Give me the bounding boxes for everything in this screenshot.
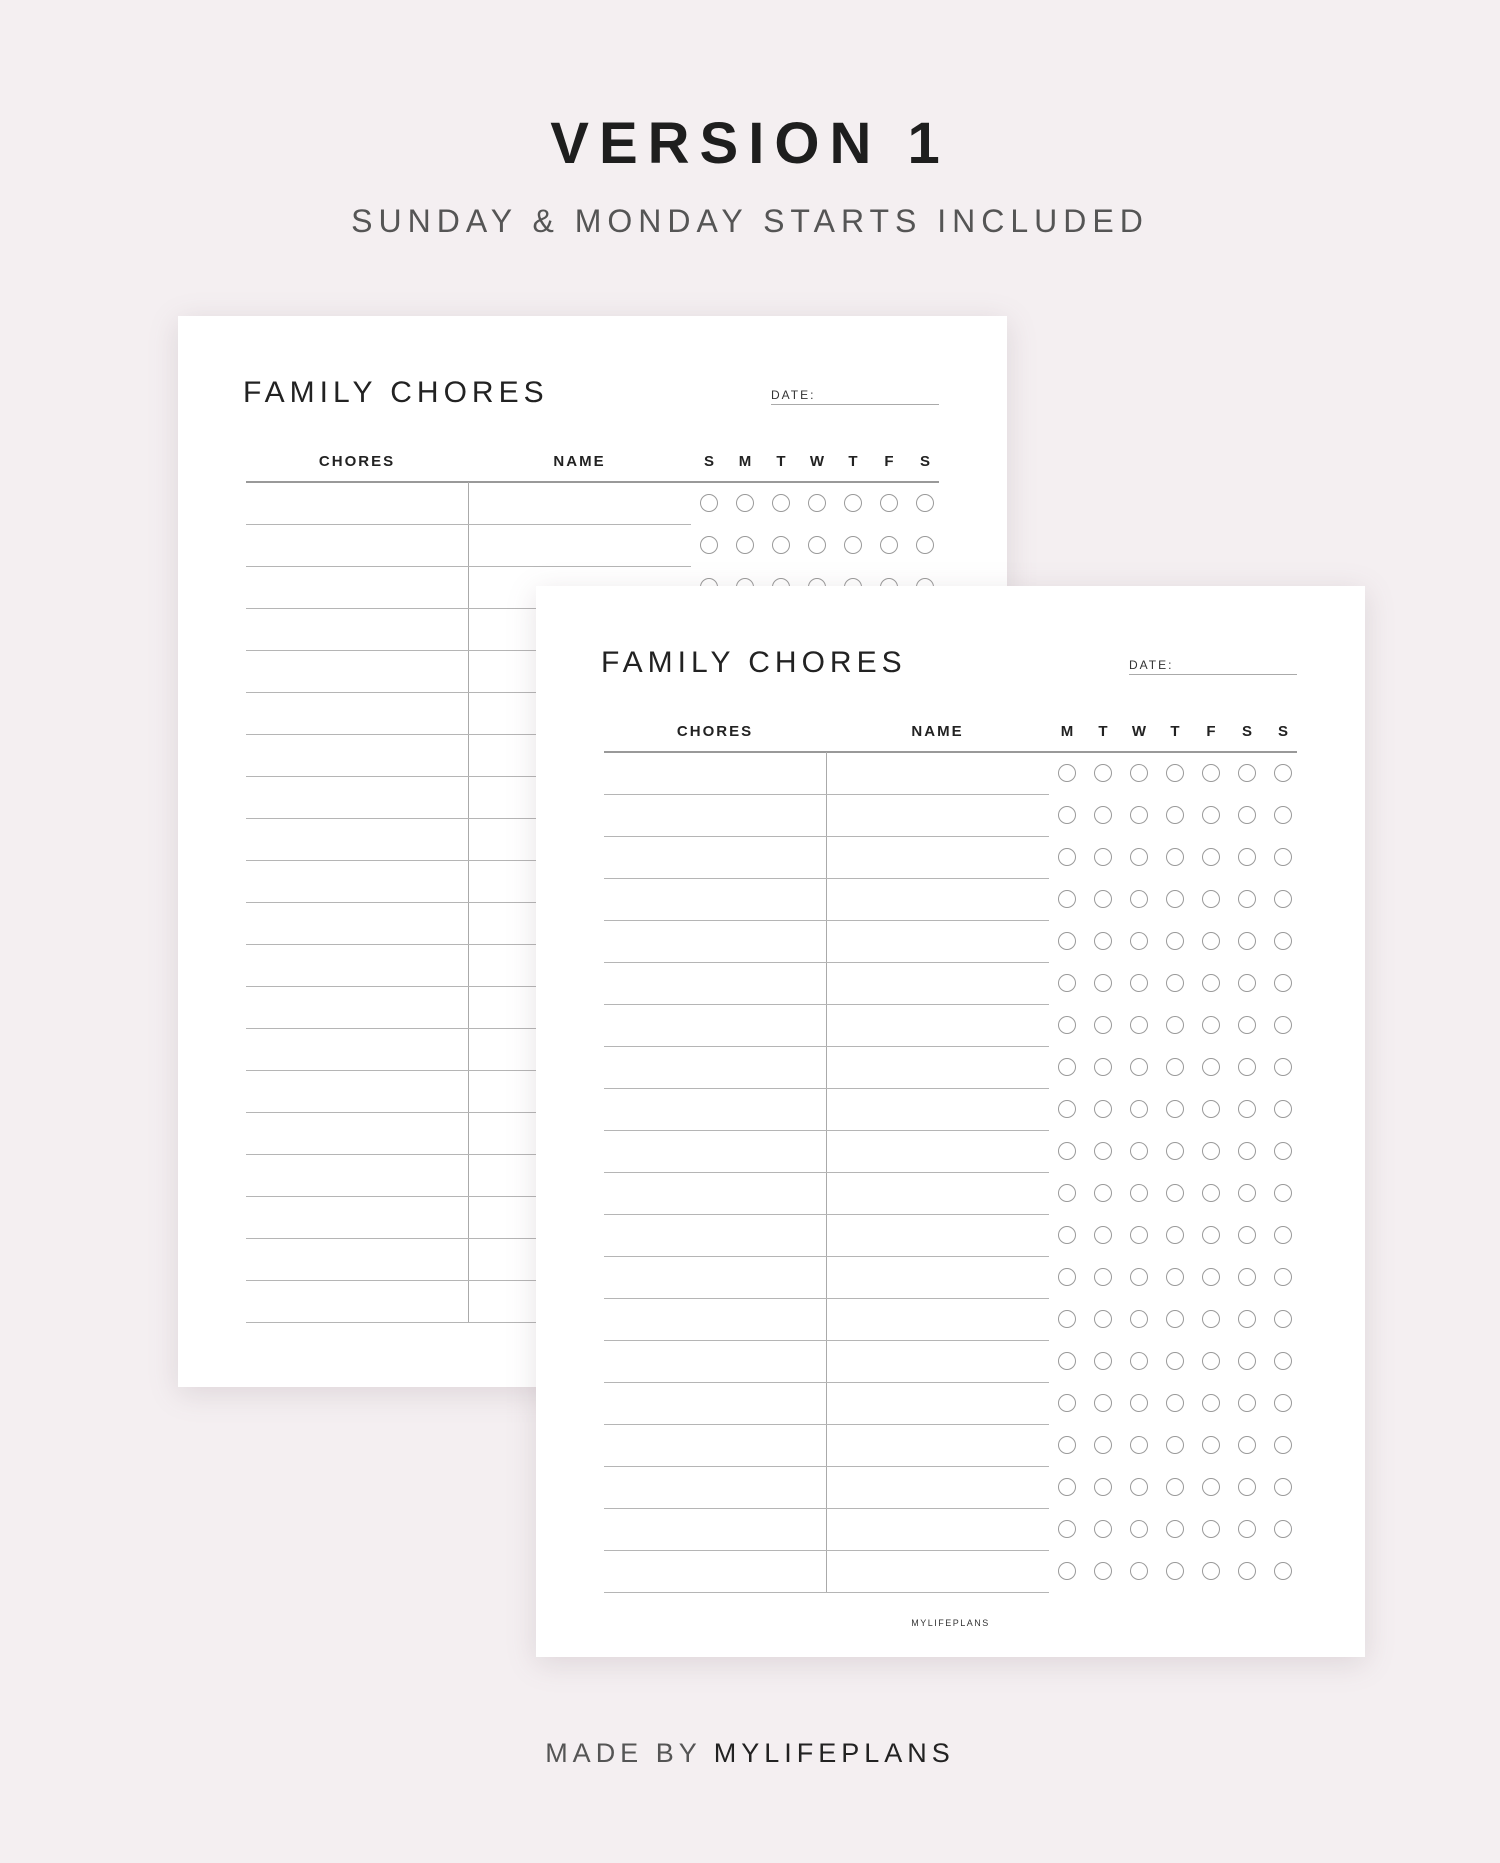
day-checkbox <box>1274 1520 1292 1538</box>
day-checkbox <box>1274 1184 1292 1202</box>
day-checkbox <box>1238 1100 1256 1118</box>
day-checkbox <box>1202 1394 1220 1412</box>
day-checkbox <box>1094 1142 1112 1160</box>
row-line <box>604 1592 1049 1593</box>
day-checkbox <box>1202 1352 1220 1370</box>
row-line <box>604 878 1049 879</box>
day-checkbox <box>1130 848 1148 866</box>
day-checkbox <box>1274 1142 1292 1160</box>
day-checkbox <box>1058 1058 1076 1076</box>
day-checkbox <box>1238 1142 1256 1160</box>
row-line <box>604 1340 1049 1341</box>
day-checkbox <box>1274 1352 1292 1370</box>
day-checkbox <box>1130 1520 1148 1538</box>
row-line <box>604 1004 1049 1005</box>
day-header: T <box>1098 723 1108 740</box>
day-checkbox <box>1058 932 1076 950</box>
day-checkbox <box>1094 1520 1112 1538</box>
day-checkbox <box>1130 1268 1148 1286</box>
day-checkbox <box>1202 1100 1220 1118</box>
day-checkbox <box>1238 1394 1256 1412</box>
day-checkbox <box>1130 932 1148 950</box>
header-rule <box>246 481 939 483</box>
date-label: DATE: <box>1129 658 1174 672</box>
day-checkbox <box>1202 1184 1220 1202</box>
day-checkbox <box>1058 1100 1076 1118</box>
day-checkbox <box>1202 1268 1220 1286</box>
day-checkbox <box>1202 932 1220 950</box>
chore-sheet-monday-start <box>536 586 1365 1657</box>
day-checkbox <box>1058 890 1076 908</box>
day-checkbox <box>736 494 754 512</box>
day-checkbox <box>916 494 934 512</box>
day-checkbox <box>1166 1520 1184 1538</box>
date-field-line <box>771 404 939 405</box>
day-checkbox <box>1274 890 1292 908</box>
day-checkbox <box>1166 1142 1184 1160</box>
day-checkbox <box>1094 1226 1112 1244</box>
day-checkbox <box>1238 1520 1256 1538</box>
column-header-chores: CHORES <box>676 723 754 740</box>
day-checkbox <box>1202 764 1220 782</box>
day-checkbox <box>1202 848 1220 866</box>
day-header: S <box>1241 723 1252 740</box>
sheet-title: FAMILY CHORES <box>243 376 549 409</box>
day-checkbox <box>808 494 826 512</box>
row-line <box>604 1550 1049 1551</box>
day-checkbox <box>1094 1352 1112 1370</box>
day-checkbox <box>1274 1436 1292 1454</box>
day-checkbox <box>808 536 826 554</box>
row-line <box>604 962 1049 963</box>
day-checkbox <box>1238 932 1256 950</box>
column-header-chores: CHORES <box>318 453 396 470</box>
page-title: VERSION 1 <box>550 111 950 176</box>
day-checkbox <box>1058 1226 1076 1244</box>
day-header: T <box>776 453 786 470</box>
day-checkbox <box>772 536 790 554</box>
day-checkbox <box>1202 1520 1220 1538</box>
day-checkbox <box>1130 974 1148 992</box>
day-checkbox <box>736 536 754 554</box>
column-header-name: NAME <box>553 453 606 470</box>
sheet-brand-mark: MYLIFEPLANS <box>911 1618 990 1628</box>
day-checkbox <box>1238 1268 1256 1286</box>
day-header: W <box>1131 723 1147 740</box>
day-checkbox <box>880 536 898 554</box>
day-checkbox <box>1058 764 1076 782</box>
day-checkbox <box>1058 1520 1076 1538</box>
day-checkbox <box>1166 1184 1184 1202</box>
day-checkbox <box>1094 848 1112 866</box>
day-checkbox <box>1274 806 1292 824</box>
row-line <box>604 1508 1049 1509</box>
day-header: T <box>848 453 858 470</box>
day-checkbox <box>1202 806 1220 824</box>
row-line <box>604 1046 1049 1047</box>
day-checkbox <box>1166 1478 1184 1496</box>
day-checkbox <box>1274 1310 1292 1328</box>
day-checkbox <box>1058 848 1076 866</box>
day-checkbox <box>1202 1016 1220 1034</box>
day-header: M <box>738 453 752 470</box>
row-line <box>246 566 691 567</box>
day-checkbox <box>1202 890 1220 908</box>
day-checkbox <box>1094 974 1112 992</box>
day-checkbox <box>1166 1016 1184 1034</box>
day-checkbox <box>1274 848 1292 866</box>
day-header: S <box>919 453 930 470</box>
header-rule <box>604 751 1297 753</box>
day-checkbox <box>1238 890 1256 908</box>
day-checkbox <box>1166 1310 1184 1328</box>
day-checkbox <box>772 494 790 512</box>
day-checkbox <box>1238 1436 1256 1454</box>
day-checkbox <box>1166 1058 1184 1076</box>
day-checkbox <box>1058 1478 1076 1496</box>
row-line <box>604 1466 1049 1467</box>
day-checkbox <box>1058 974 1076 992</box>
day-checkbox <box>1094 806 1112 824</box>
footer-prefix: MADE BY <box>545 1738 702 1768</box>
day-checkbox <box>1058 1016 1076 1034</box>
day-header: T <box>1170 723 1180 740</box>
day-checkbox <box>1058 1352 1076 1370</box>
day-checkbox <box>1238 1562 1256 1580</box>
day-checkbox <box>844 536 862 554</box>
day-checkbox <box>1238 974 1256 992</box>
day-checkbox <box>1274 1058 1292 1076</box>
day-checkbox <box>1166 974 1184 992</box>
row-line <box>604 1382 1049 1383</box>
day-checkbox <box>1130 1562 1148 1580</box>
day-checkbox <box>844 494 862 512</box>
day-header: F <box>884 453 894 470</box>
day-checkbox <box>1058 1310 1076 1328</box>
day-checkbox <box>1238 1016 1256 1034</box>
footer-brand: MYLIFEPLANS <box>713 1738 955 1768</box>
day-checkbox <box>1274 932 1292 950</box>
column-header-name: NAME <box>911 723 964 740</box>
day-checkbox <box>1094 890 1112 908</box>
day-checkbox <box>1274 1268 1292 1286</box>
day-checkbox <box>1130 1226 1148 1244</box>
row-line <box>604 920 1049 921</box>
day-checkbox <box>1274 1562 1292 1580</box>
day-checkbox <box>1130 1478 1148 1496</box>
day-checkbox <box>1094 1184 1112 1202</box>
row-line <box>604 794 1049 795</box>
day-checkbox <box>1166 764 1184 782</box>
day-checkbox <box>1130 890 1148 908</box>
day-checkbox <box>880 494 898 512</box>
day-checkbox <box>1238 1478 1256 1496</box>
day-checkbox <box>1130 1436 1148 1454</box>
day-checkbox <box>1274 974 1292 992</box>
day-checkbox <box>1238 1184 1256 1202</box>
day-checkbox <box>1094 1478 1112 1496</box>
day-checkbox <box>700 536 718 554</box>
day-checkbox <box>1130 1142 1148 1160</box>
day-checkbox <box>1238 1058 1256 1076</box>
footer-credit <box>0 1738 1500 1769</box>
day-checkbox <box>1166 1100 1184 1118</box>
day-checkbox <box>1202 1226 1220 1244</box>
day-checkbox <box>1130 1100 1148 1118</box>
sheet-title: FAMILY CHORES <box>601 646 907 679</box>
day-checkbox <box>1166 1436 1184 1454</box>
day-checkbox <box>1274 1100 1292 1118</box>
day-checkbox <box>1274 1016 1292 1034</box>
date-label: DATE: <box>771 388 816 402</box>
date-field-line <box>1129 674 1297 675</box>
day-checkbox <box>1058 1562 1076 1580</box>
day-checkbox <box>700 494 718 512</box>
day-checkbox <box>1202 1478 1220 1496</box>
row-line <box>604 1130 1049 1131</box>
day-checkbox <box>1202 1310 1220 1328</box>
day-checkbox <box>1238 1310 1256 1328</box>
day-checkbox <box>1238 848 1256 866</box>
day-checkbox <box>1238 764 1256 782</box>
day-checkbox <box>1058 1268 1076 1286</box>
day-checkbox <box>1094 764 1112 782</box>
day-checkbox <box>1094 1310 1112 1328</box>
day-checkbox <box>1166 848 1184 866</box>
day-checkbox <box>1130 1352 1148 1370</box>
day-checkbox <box>1202 1562 1220 1580</box>
day-checkbox <box>1094 1436 1112 1454</box>
day-checkbox <box>1166 890 1184 908</box>
day-checkbox <box>1094 1268 1112 1286</box>
day-checkbox <box>1166 1226 1184 1244</box>
day-checkbox <box>1130 764 1148 782</box>
day-checkbox <box>1058 1436 1076 1454</box>
day-checkbox <box>916 536 934 554</box>
day-checkbox <box>1094 1562 1112 1580</box>
day-header: F <box>1206 723 1216 740</box>
day-header: M <box>1060 723 1074 740</box>
day-checkbox <box>1238 806 1256 824</box>
day-checkbox <box>1202 1142 1220 1160</box>
day-checkbox <box>1094 932 1112 950</box>
day-checkbox <box>1130 1184 1148 1202</box>
day-checkbox <box>1166 806 1184 824</box>
day-header: S <box>1277 723 1288 740</box>
day-checkbox <box>1238 1226 1256 1244</box>
day-checkbox <box>1058 1142 1076 1160</box>
day-checkbox <box>1202 974 1220 992</box>
row-line <box>246 524 691 525</box>
day-checkbox <box>1130 806 1148 824</box>
day-checkbox <box>1058 806 1076 824</box>
day-checkbox <box>1058 1394 1076 1412</box>
day-checkbox <box>1274 1394 1292 1412</box>
day-checkbox <box>1130 1016 1148 1034</box>
day-checkbox <box>1130 1058 1148 1076</box>
day-checkbox <box>1058 1184 1076 1202</box>
row-line <box>604 1088 1049 1089</box>
day-checkbox <box>1094 1058 1112 1076</box>
day-checkbox <box>1166 932 1184 950</box>
day-checkbox <box>1166 1394 1184 1412</box>
day-checkbox <box>1094 1100 1112 1118</box>
row-line <box>604 1214 1049 1215</box>
day-checkbox <box>1166 1268 1184 1286</box>
day-header: S <box>703 453 714 470</box>
page-subtitle: SUNDAY & MONDAY STARTS INCLUDED <box>351 203 1149 239</box>
day-checkbox <box>1166 1562 1184 1580</box>
day-checkbox <box>1238 1352 1256 1370</box>
row-line <box>604 1256 1049 1257</box>
day-checkbox <box>1274 764 1292 782</box>
day-checkbox <box>1094 1016 1112 1034</box>
day-checkbox <box>1130 1310 1148 1328</box>
day-checkbox <box>1202 1058 1220 1076</box>
day-checkbox <box>1202 1436 1220 1454</box>
row-line <box>604 1172 1049 1173</box>
day-checkbox <box>1130 1394 1148 1412</box>
row-line <box>604 1298 1049 1299</box>
day-checkbox <box>1274 1478 1292 1496</box>
row-line <box>604 836 1049 837</box>
day-checkbox <box>1094 1394 1112 1412</box>
day-checkbox <box>1166 1352 1184 1370</box>
day-header: W <box>809 453 825 470</box>
day-checkbox <box>1274 1226 1292 1244</box>
row-line <box>604 1424 1049 1425</box>
